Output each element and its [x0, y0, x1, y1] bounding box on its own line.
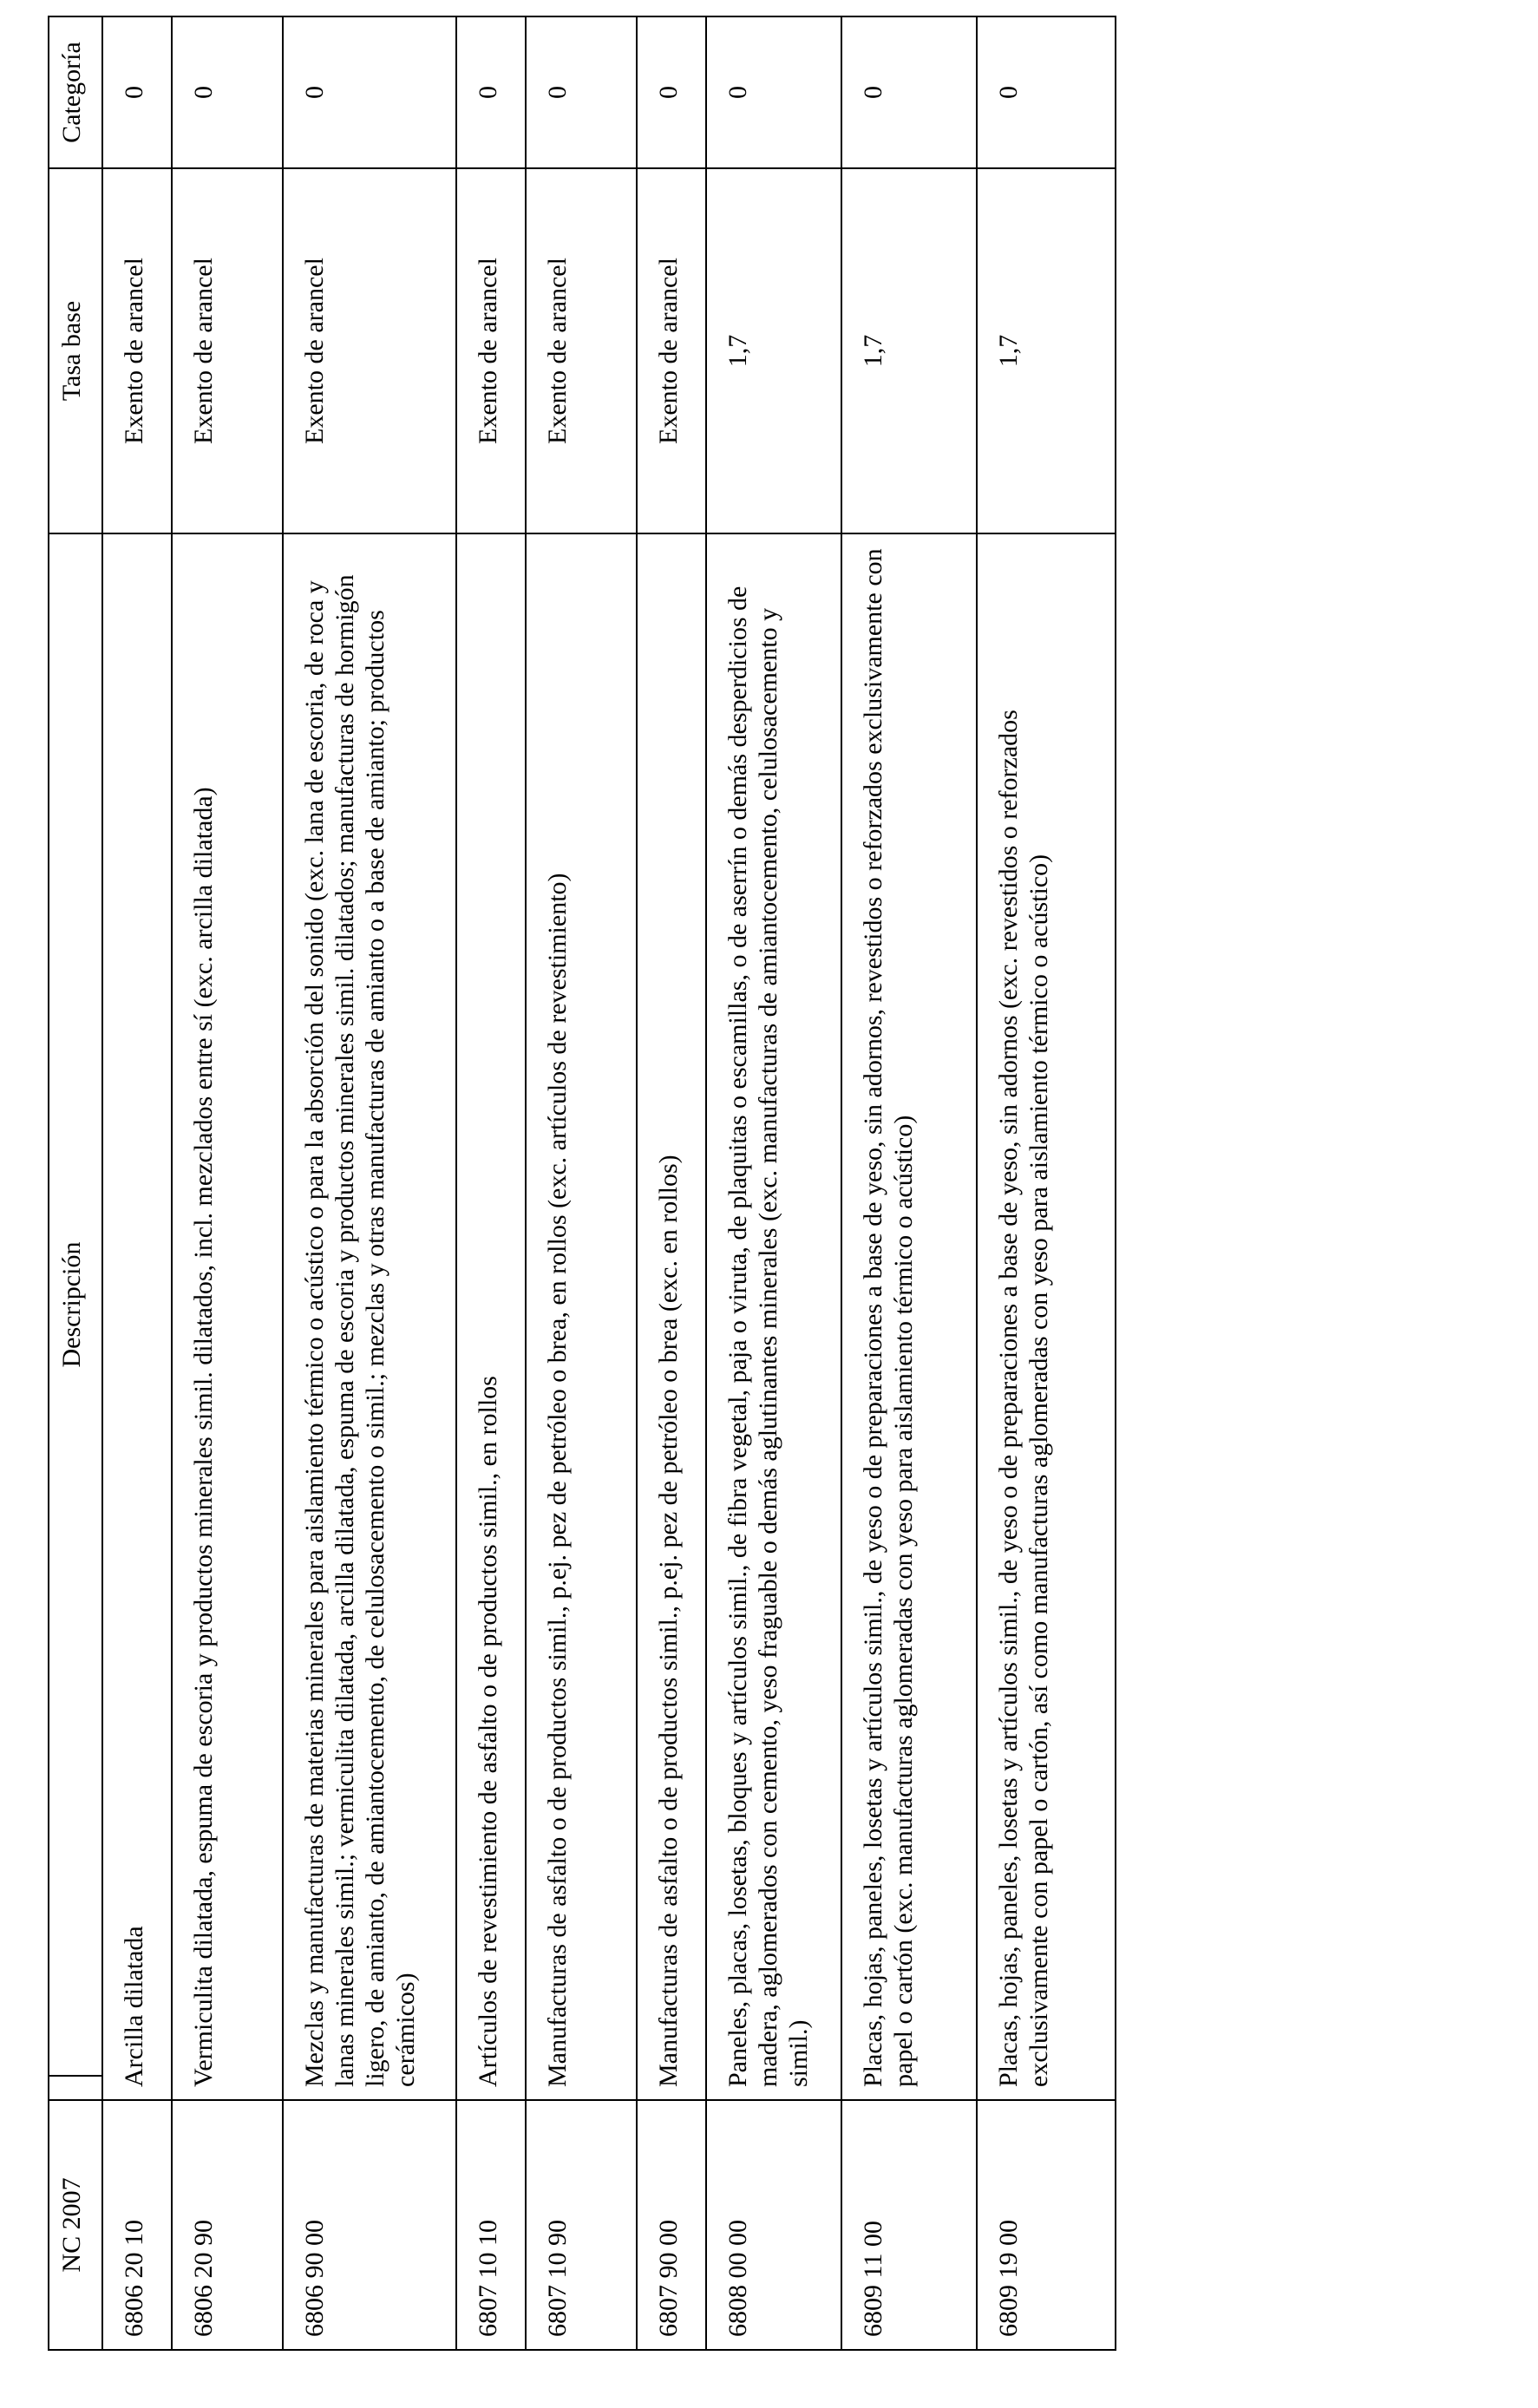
- row-category: 0: [456, 16, 526, 168]
- row-code: 6807 10 10: [456, 2100, 526, 2350]
- row-rate: 1,7: [841, 168, 977, 533]
- table-body: [102, 16, 1116, 2350]
- table-row: [977, 16, 1116, 2350]
- row-rate: 1,7: [706, 168, 841, 533]
- row-rate: Exento de arancel: [283, 168, 456, 533]
- row-category: 0: [706, 16, 841, 168]
- rotated-page-content: [48, 17, 1054, 2351]
- row-code: 6806 90 00: [283, 2100, 456, 2350]
- row-description: Vermiculita dilatada, espuma de escoria y productos minerales simil. dilatados, incl. mezclados entre sí (exc. arcilla dilatada): [172, 533, 283, 2100]
- header-spacer: [49, 2076, 102, 2100]
- row-rate: Exento de arancel: [637, 168, 706, 533]
- row-category: 0: [172, 16, 283, 168]
- row-code: 6807 10 90: [526, 2100, 637, 2350]
- row-rate: Exento de arancel: [102, 168, 172, 533]
- row-rate: Exento de arancel: [456, 168, 526, 533]
- row-category: 0: [283, 16, 456, 168]
- header-code: NC 2007: [49, 2100, 102, 2350]
- row-code: 6809 19 00: [977, 2100, 1116, 2350]
- row-rate: 1,7: [977, 168, 1116, 533]
- row-code: 6807 90 00: [637, 2100, 706, 2350]
- row-code: 6806 20 90: [172, 2100, 283, 2350]
- table-row: [637, 16, 706, 2350]
- row-code: 6809 11 00: [841, 2100, 977, 2350]
- row-description: Manufacturas de asfalto o de productos simil., p.ej. pez de petróleo o brea, en rollos (exc. artículos de revestimiento): [526, 533, 637, 2100]
- header-category: Categoría: [49, 16, 102, 168]
- row-category: 0: [841, 16, 977, 168]
- header-description: Descripción: [49, 533, 102, 2076]
- table-row: [456, 16, 526, 2350]
- row-category: 0: [977, 16, 1116, 168]
- table-row: [841, 16, 977, 2350]
- row-code: 6808 00 00: [706, 2100, 841, 2350]
- row-category: 0: [526, 16, 637, 168]
- table-row: [102, 16, 172, 2350]
- tariff-table: [48, 16, 1116, 2351]
- row-category: 0: [637, 16, 706, 168]
- row-description: Artículos de revestimiento de asfalto o de productos simil., en rollos: [456, 533, 526, 2100]
- row-description: Placas, hojas, paneles, losetas y artículos simil., de yeso o de preparaciones a base de yeso, sin adornos, revestidos o reforzados exclusivamente con papel o cartón (exc. manufacturas aglomeradas con yeso para aislamiento térmico o acústico): [841, 533, 977, 2100]
- row-description: Arcilla dilatada: [102, 533, 172, 2100]
- row-category: 0: [102, 16, 172, 168]
- table-row: [283, 16, 456, 2350]
- table-row: [172, 16, 283, 2350]
- table-row: [526, 16, 637, 2350]
- table-row: [706, 16, 841, 2350]
- header-rate: Tasa base: [49, 168, 102, 533]
- row-rate: Exento de arancel: [526, 168, 637, 533]
- row-description: Mezclas y manufacturas de materias minerales para aislamiento térmico o acústico o para la absorción del sonido (exc. lana de escoria, de roca y lanas minerales simil.; vermiculita dilatada, arcilla dilatada, espuma de escoria y productos minerales simil. dilatados; manufacturas de hormigón ligero, de amianto, de amiantocemento, de celulosacemento o simil.; mezclas y otras manufacturas de amianto o a base de amianto; productos cerámicos): [283, 533, 456, 2100]
- row-description: Paneles, placas, losetas, bloques y artículos simil., de fibra vegetal, paja o viruta, de plaquitas o escamillas, o de aserrín o demás desperdicios de madera, aglomerados con cemento, yeso fraguable o demás aglutinantes minerales (exc. manufacturas de amiantocemento, celulosacemento y simil.): [706, 533, 841, 2100]
- row-code: 6806 20 10: [102, 2100, 172, 2350]
- row-description: Placas, hojas, paneles, losetas y artículos simil., de yeso o de preparaciones a base de yeso, sin adornos (exc. revestidos o reforzados exclusivamente con papel o cartón, así como manufacturas aglomeradas con yeso para aislamiento térmico o acústico): [977, 533, 1116, 2100]
- table-header-row: [49, 16, 102, 2350]
- row-description: Manufacturas de asfalto o de productos simil., p.ej. pez de petróleo o brea (exc. en rollos): [637, 533, 706, 2100]
- row-rate: Exento de arancel: [172, 168, 283, 533]
